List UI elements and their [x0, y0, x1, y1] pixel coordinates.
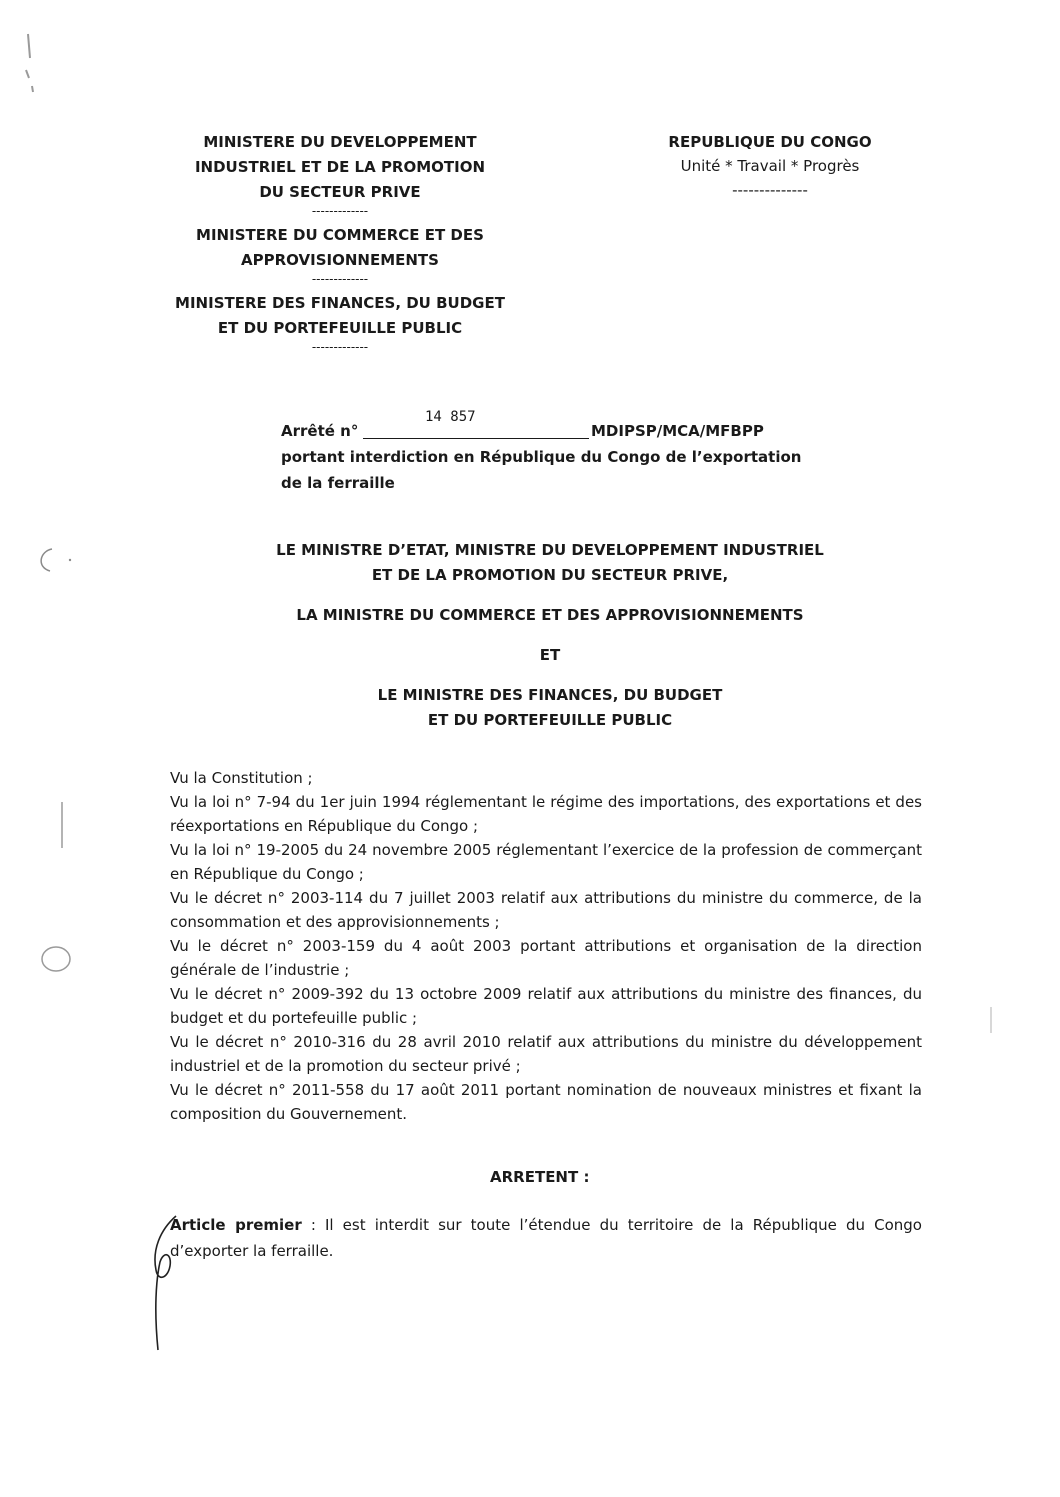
decree-number-line	[281, 409, 841, 440]
punch-hole-mark	[36, 942, 76, 976]
margin-line-mark	[58, 800, 66, 850]
conjunction: ET	[539, 646, 561, 664]
legal-reference: Vu la loi n° 7-94 du 1er juin 1994 réglementant le régime des importations, des exportations et des réexportations en République du Congo ;	[170, 793, 922, 835]
separator: -------------	[311, 340, 369, 354]
minister-title: ET DU PORTEFEUILLE PUBLIC	[427, 711, 673, 729]
decree-heading	[281, 410, 841, 496]
ministry-commerce-line: APPROVISIONNEMENTS	[241, 251, 439, 269]
decree-operative-heading: ARRETENT :	[490, 1168, 590, 1186]
legal-reference: Vu le décret n° 2009-392 du 13 octobre 2009 relatif aux attributions du ministre des finances, du budget et du portefeuille public ;	[170, 985, 922, 1027]
minister-title: ET DE LA PROMOTION DU SECTEUR PRIVE,	[371, 566, 729, 584]
article-label: Article premier	[170, 1216, 302, 1234]
republic-name: REPUBLIQUE DU CONGO	[668, 133, 872, 151]
separator: -------------	[311, 204, 369, 218]
decree-label: Arrêté n°	[281, 422, 359, 440]
legal-reference: Vu la loi n° 19-2005 du 24 novembre 2005 réglementant l’exercice de la profession de commerçant en République du Congo ;	[170, 841, 922, 883]
ministry-industry-line: DU SECTEUR PRIVE	[259, 183, 421, 201]
ministry-finance-line: MINISTERE DES FINANCES, DU BUDGET	[175, 294, 505, 312]
minister-title: LE MINISTRE DES FINANCES, DU BUDGET	[377, 686, 723, 704]
decree-subject-line: de la ferraille	[281, 474, 395, 492]
national-motto: Unité * Travail * Progrès	[680, 157, 860, 175]
ministry-industry-line: INDUSTRIEL ET DE LA PROMOTION	[194, 158, 486, 176]
article-text: : Il est interdit sur toute l’étendue du territoire de la République du Congo d’exporter la ferraille.	[170, 1216, 922, 1260]
separator: -------------	[311, 272, 369, 286]
legal-reference: Vu la Constitution ;	[170, 769, 313, 787]
ministry-finance	[150, 291, 530, 353]
decree-reference: MDIPSP/MCA/MFBPP	[591, 422, 764, 440]
issuing-ministries	[150, 130, 530, 359]
margin-line-mark	[988, 1005, 994, 1035]
legal-reference: Vu le décret n° 2010-316 du 28 avril 2010 relatif aux attributions du ministre du développement industriel et de la promotion du secteur privé ;	[170, 1033, 922, 1075]
punch-hole-mark	[30, 545, 80, 575]
separator: --------------	[732, 181, 808, 199]
ministry-commerce-line: MINISTERE DU COMMERCE ET DES	[196, 226, 484, 244]
handwritten-signature-mark	[142, 1210, 192, 1360]
fill-in-rule	[363, 438, 589, 439]
decree-number: 14 857	[425, 409, 476, 425]
republic-header	[650, 130, 890, 202]
legal-references	[170, 766, 922, 1126]
minister-title: LA MINISTRE DU COMMERCE ET DES APPROVISIONNEMENTS	[296, 606, 804, 624]
ministry-industry-line: MINISTERE DU DEVELOPPEMENT	[203, 133, 477, 151]
decree-subject	[281, 444, 841, 496]
signatory-ministers	[180, 538, 920, 733]
minister-title: LE MINISTRE D’ETAT, MINISTRE DU DEVELOPPEMENT INDUSTRIEL	[276, 541, 824, 559]
ministry-commerce	[150, 223, 530, 285]
ministry-industry	[150, 130, 530, 217]
scan-smudge	[20, 30, 42, 100]
legal-reference: Vu le décret n° 2003-114 du 7 juillet 2003 relatif aux attributions du ministre du commerce, de la consommation et des approvisionnements ;	[170, 889, 922, 931]
article-first	[170, 1212, 922, 1264]
legal-reference: Vu le décret n° 2003-159 du 4 août 2003 portant attributions et organisation de la direction générale de l’industrie ;	[170, 937, 922, 979]
ministry-finance-line: ET DU PORTEFEUILLE PUBLIC	[217, 319, 463, 337]
decree-subject-line: portant interdiction en République du Congo de l’exportation	[281, 448, 802, 466]
legal-reference: Vu le décret n° 2011-558 du 17 août 2011 portant nomination de nouveaux ministres et fixant la composition du Gouvernement.	[170, 1081, 922, 1123]
